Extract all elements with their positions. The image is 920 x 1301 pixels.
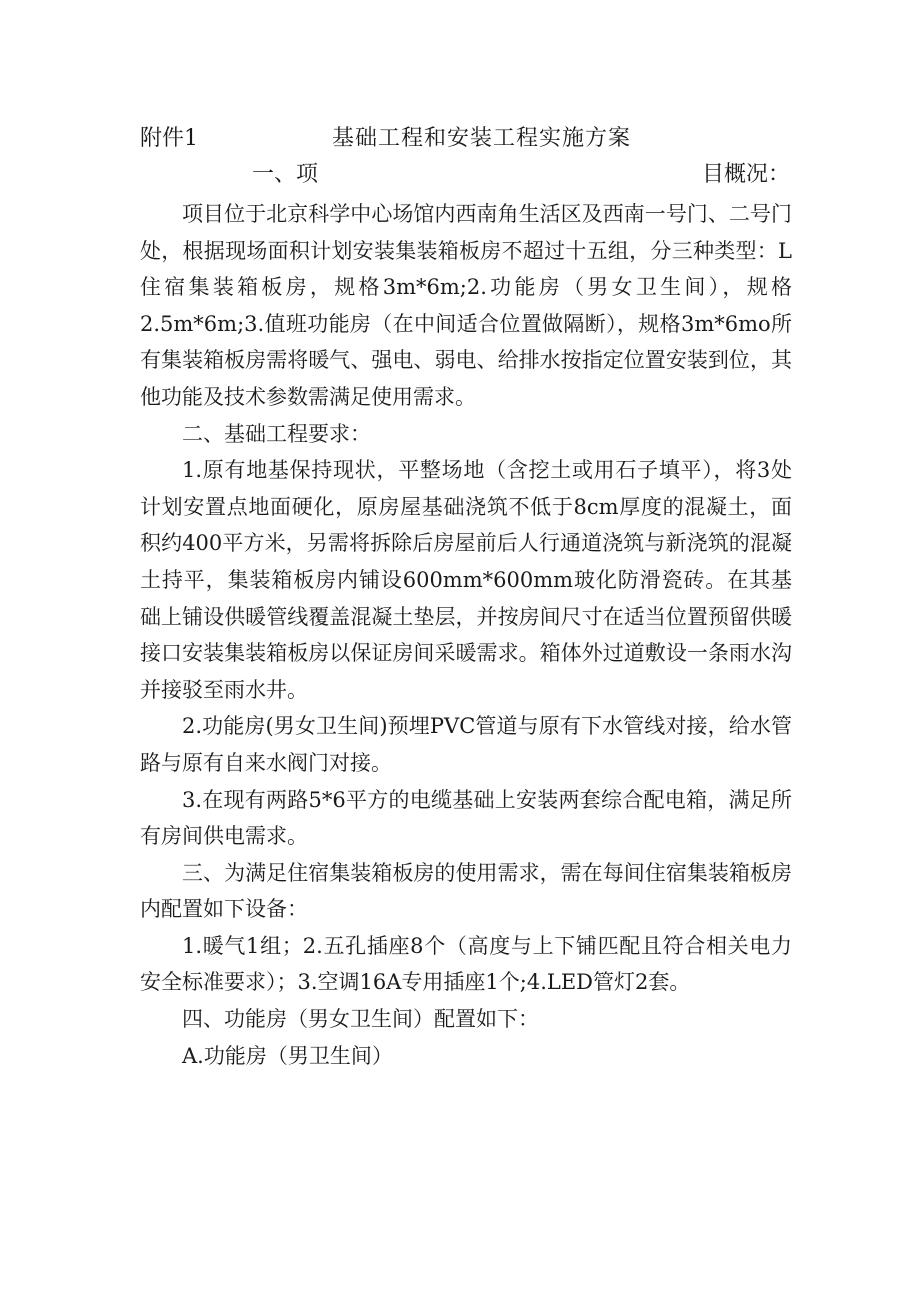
paragraph-foundation-2: 2.功能房(男女卫生间)预埋PVC管道与原有下水管线对接，给水管路与原有自来水阀门对接。 [140,714,792,775]
paragraph-mens-restroom: A.功能房（男卫生间） [182,1043,393,1068]
paragraph-foundation-1: 1.原有地基保持现状，平整场地（含挖土或用石子填平），将3处计划安置点地面硬化，原房屋基础浇筑不低于8cm厚度的混凝土，面积约400平方米，另需将拆除后房屋前后人行通道浇筑与新浇筑的混凝土持平，集装箱板房内铺设600mm*600mm玻化防滑瓷砖。在其基础上铺设供暖管线覆盖混凝土垫层，并按房间尺寸在适当位置预留供暖接口安装集装箱板房以保证房间采暖需求。箱体外过道敷设一条雨水沟并接驳至雨水井。 [140,458,792,702]
section-heading-restroom-config: 四、功能房（男女卫生间）配置如下： [182,1007,539,1032]
paragraph-project-overview: 项目位于北京科学中心场馆内西南角生活区及西南一号门、二号门处，根据现场面积计划安装集装箱板房不超过十五组，分三种类型：L住宿集装箱板房，规格3m*6m;2.功能房（男女卫生间），规格2.5m*6m;3.值班功能房（在中间适合位置做隔断），规格3m*6mo所有集装箱板房需将暖气、强电、弱电、给排水按指定位置安装到位，其他功能及技术参数需满足使用需求。 [140,202,792,409]
section-heading-project-overview [140,158,790,192]
section-heading-part-right: 目概况： [701,162,790,187]
section-heading-foundation: 二、基础工程要求： [182,421,371,446]
document-body [140,196,792,1074]
section-heading-part-left: 一、项 [252,162,319,187]
paragraph-dormitory-equipment: 1.暖气1组；2.五孔插座8个（高度与上下铺匹配且符合相关电力安全标准要求）；3.空调16A专用插座1个;4.LED管灯2套。 [140,933,792,995]
section-heading-dormitory-equipment: 三、为满足住宿集装箱板房的使用需求，需在每间住宿集装箱板房内配置如下设备： [140,860,792,922]
document-title: 基础工程和安装工程实施方案 [332,126,632,151]
document-header [140,122,800,156]
attachment-label: 附件1 [140,126,198,151]
paragraph-foundation-3: 3.在现有两路5*6平方的电缆基础上安装两套综合配电箱，满足所有房间供电需求。 [140,787,792,849]
